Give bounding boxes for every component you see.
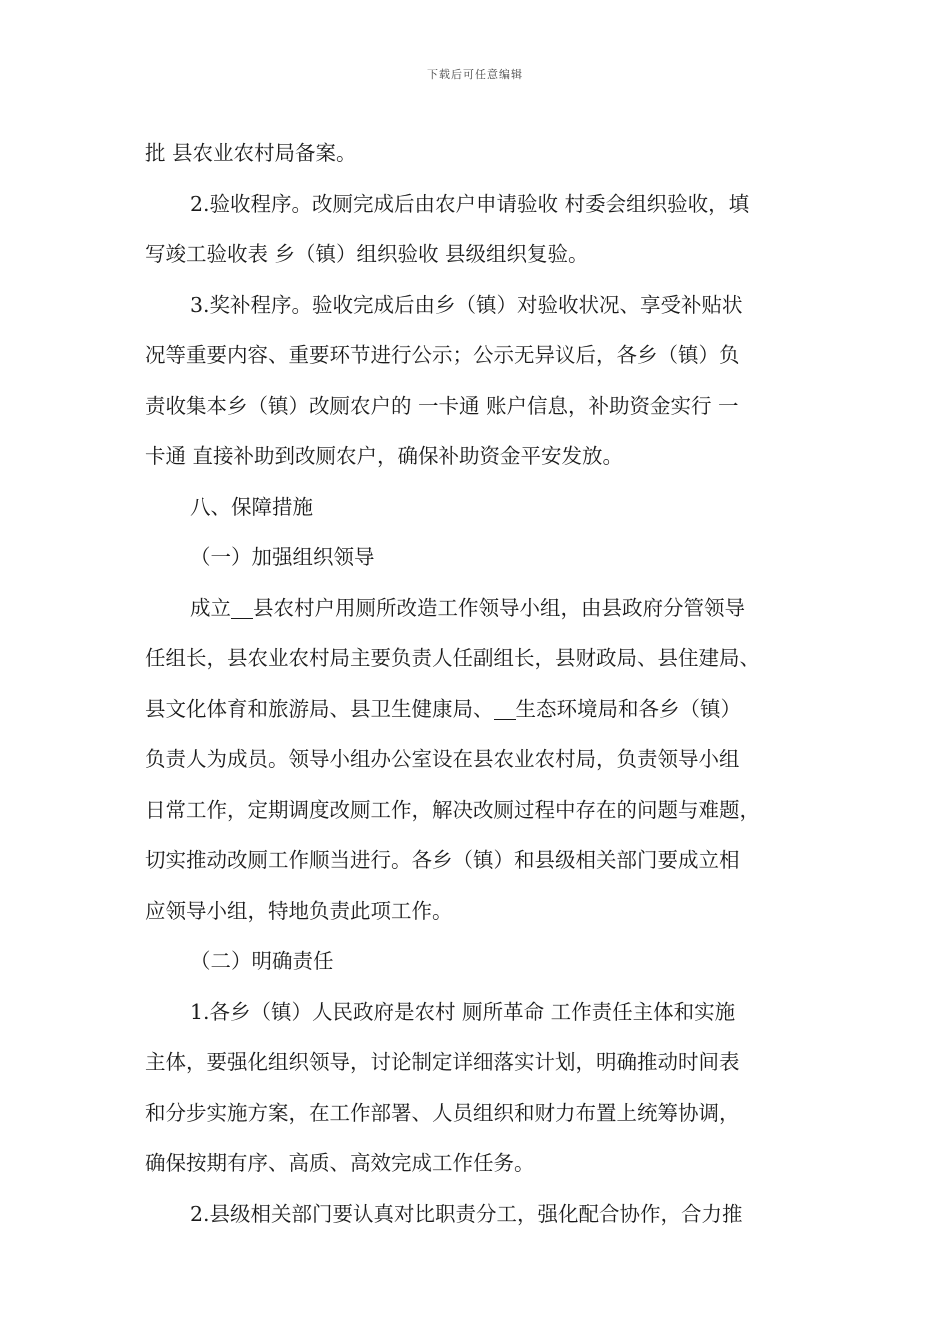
- text-line: 2.县级相关部门要认真对比职责分工，强化配合协作，合力推: [190, 1201, 743, 1226]
- text-line: 写竣工验收表 乡（镇）组织验收 县级组织复验。: [145, 242, 589, 266]
- subsection-heading: （二）明确责任: [190, 949, 334, 973]
- text-line: 况等重要内容、重要环节进行公示；公示无异议后，各乡（镇）负: [145, 343, 740, 367]
- text-line: 切实推动改厕工作顺当进行。各乡（镇）和县级相关部门要成立相: [145, 848, 740, 872]
- document-body: [145, 128, 825, 1239]
- subsection-heading: （一）加强组织领导: [190, 545, 375, 569]
- text-line: 成立 县农村户用厕所改造工作领导小组，由县政府分管领导: [190, 595, 745, 620]
- fill-in-blank: [494, 698, 516, 720]
- text-line: 2.验收程序。改厕完成后由农户申请验收 村委会组织验收，填: [190, 191, 750, 216]
- text-line: 3.奖补程序。验收完成后由乡（镇）对验收状况、享受补贴状: [190, 292, 743, 317]
- text-line: 批 县农业农村局备案。: [145, 141, 357, 165]
- text-line: 日常工作，定期调度改厕工作，解决改厕过程中存在的问题与难题，: [145, 797, 760, 822]
- page-header-watermark: 下载后可任意编辑: [427, 68, 523, 81]
- fill-in-blank: [231, 597, 253, 619]
- text-line: 任组长，县农业农村局主要负责人任副组长，县财政局、县住建局、: [145, 646, 760, 670]
- text-line: 负责人为成员。领导小组办公室设在县农业农村局，负责领导小组: [145, 747, 740, 771]
- text-line: 和分步实施方案，在工作部署、人员组织和财力布置上统筹协调，: [145, 1100, 740, 1125]
- section-heading: 八、保障措施: [190, 494, 313, 519]
- text-line: 卡通 直接补助到改厕农户，确保补助资金平安发放。: [145, 444, 624, 468]
- text-line: 责收集本乡（镇）改厕农户的 一卡通 账户信息，补助资金实行 一: [145, 393, 739, 418]
- text-line: 县文化体育和旅游局、县卫生健康局、 生态环境局和各乡（镇）: [145, 696, 741, 721]
- text-line: 确保按期有序、高质、高效完成工作任务。: [145, 1151, 535, 1175]
- text-line: 1.各乡（镇）人民政府是农村 厕所革命 工作责任主体和实施: [190, 999, 736, 1024]
- text-line: 应领导小组，特地负责此项工作。: [145, 898, 453, 923]
- text-line: 主体，要强化组织领导，讨论制定详细落实计划，明确推动时间表: [145, 1050, 740, 1074]
